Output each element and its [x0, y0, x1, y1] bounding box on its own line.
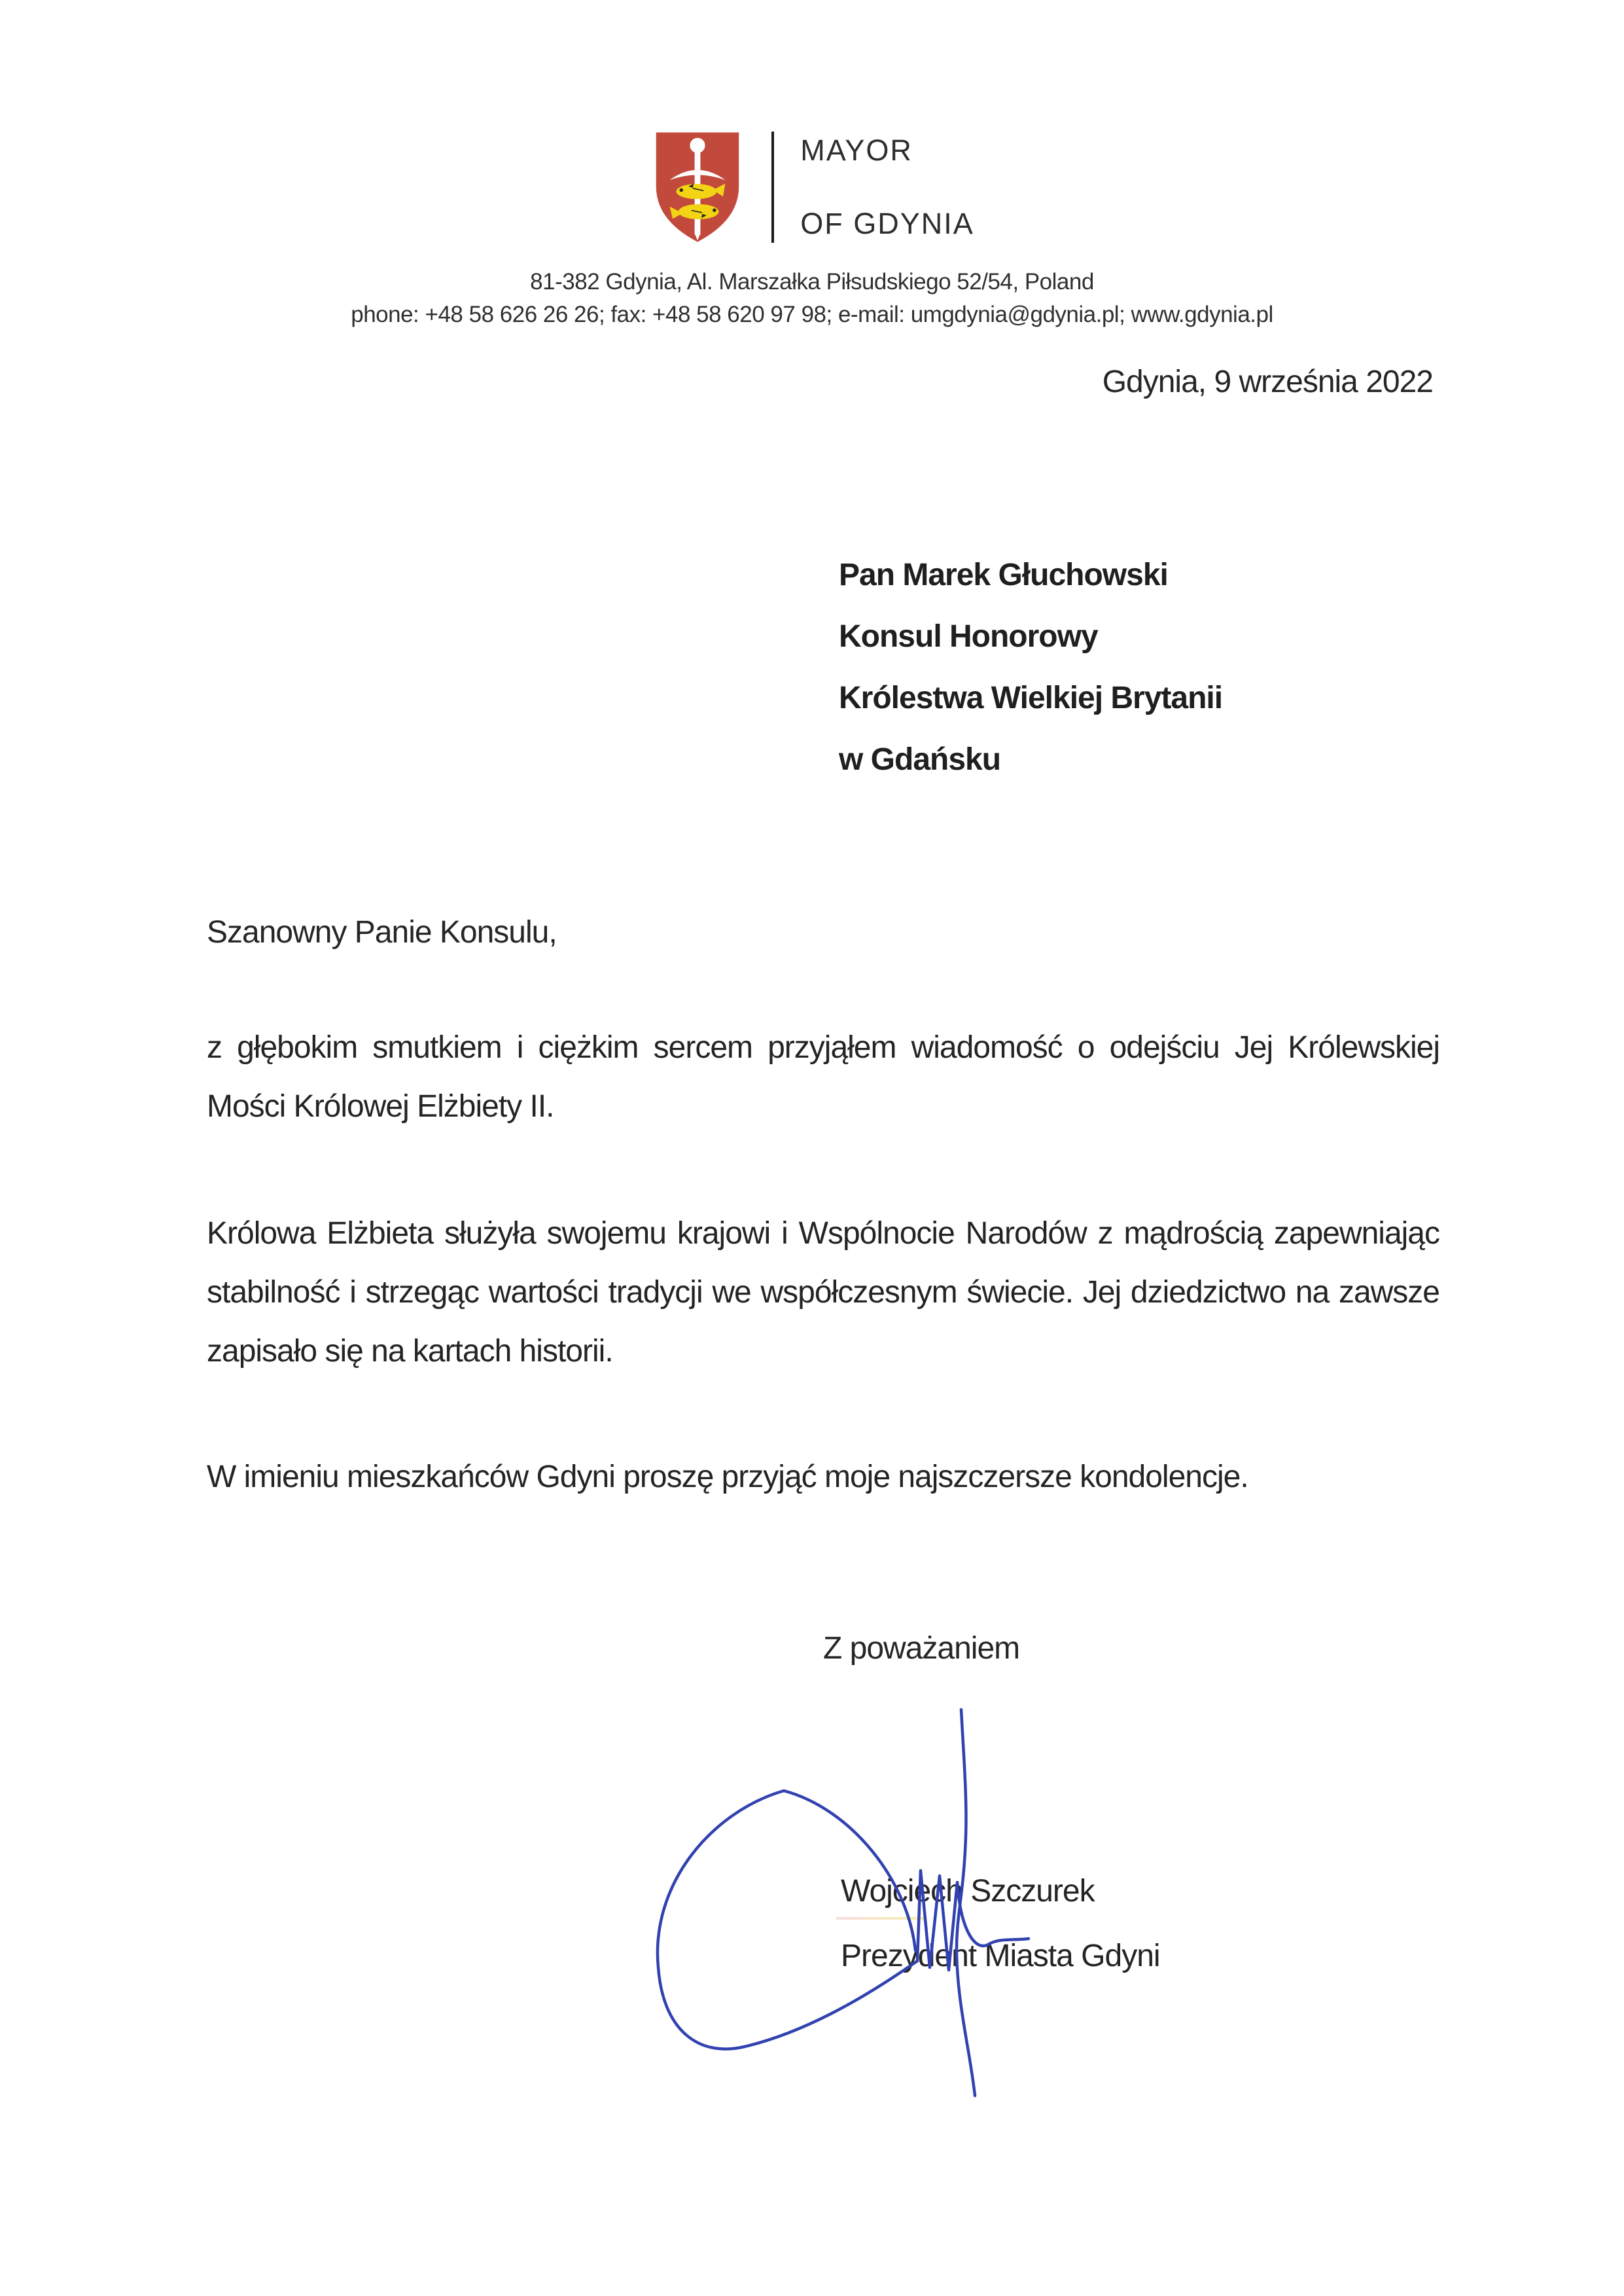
scan-artifact-line — [836, 1917, 927, 1920]
body-paragraph-3: W imieniu mieszkańców Gdyni proszę przyjąć moje najszczersze kondolencje. — [207, 1460, 1248, 1494]
org-name-line2: OF GDYNIA — [800, 207, 974, 240]
body-paragraph-2: Królowa Elżbieta służyła swojemu krajowi i Wspólnocie Narodów z mądrością zapewniając stabilność i strzegąc wartości tradycji we współczesnym świecie. Jej dziedzictwo na zawsze zapisało się na kartach historii. — [207, 1216, 1439, 1369]
org-name-line1: MAYOR — [800, 134, 913, 167]
body-paragraph-1: z głębokim smutkiem i ciężkim sercem przyjąłem wiadomość o odejściu Jej Królewskiej Mości Królowej Elżbiety II. — [207, 1030, 1439, 1124]
address-line-1: 81-382 Gdynia, Al. Marszałka Piłsudskiego 52/54, Poland — [530, 269, 1094, 295]
valediction: Z poważaniem — [823, 1631, 1020, 1666]
signer-name: Wojciech Szczurek — [841, 1874, 1095, 1909]
date-line: Gdynia, 9 września 2022 — [1102, 365, 1433, 399]
address-line-2: phone: +48 58 626 26 26; fax: +48 58 620 97 98; e-mail: umgdynia@gdynia.pl; www.gdynia.pl — [351, 302, 1273, 327]
logo-divider — [771, 132, 774, 243]
letterhead — [0, 130, 1624, 245]
letterhead-address — [0, 266, 1624, 331]
recipient-city: w Gdańsku — [839, 742, 1001, 777]
salutation: Szanowny Panie Konsulu, — [207, 915, 557, 950]
org-name — [800, 132, 974, 242]
gdynia-coat-of-arms-icon — [650, 130, 745, 245]
recipient-org: Królestwa Wielkiej Brytanii — [839, 681, 1223, 715]
recipient-name: Pan Marek Głuchowski — [839, 558, 1168, 592]
recipient-title: Konsul Honorowy — [839, 619, 1098, 654]
recipient-block — [839, 545, 1222, 791]
signer-block — [841, 1859, 1160, 1988]
signer-title: Prezydent Miasta Gdyni — [841, 1939, 1160, 1973]
